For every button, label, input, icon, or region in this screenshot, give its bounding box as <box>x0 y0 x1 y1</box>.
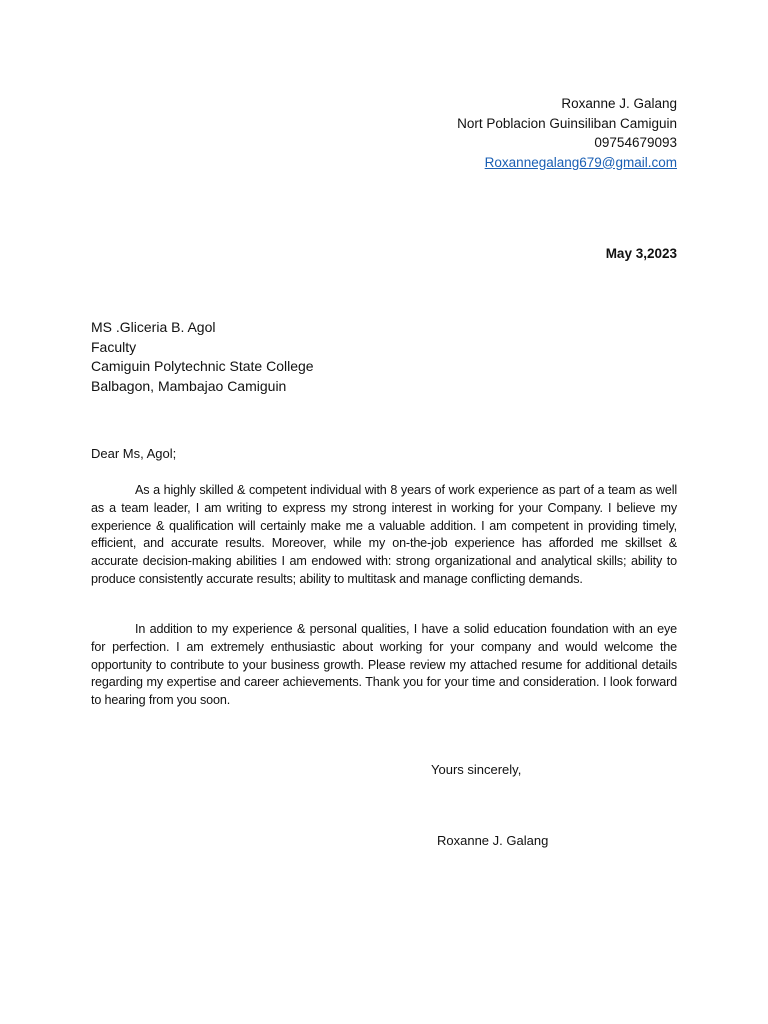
body-paragraph-2 <box>91 621 677 710</box>
sender-phone: 09754679093 <box>594 135 677 150</box>
body-paragraph-1 <box>91 482 677 589</box>
body-paragraph-1-text: As a highly skilled & competent individual with 8 years of work experience as part of a team as well as a team leader, I am writing to express my strong interest in working for your Company. I believe my experience & qualification will certainly make me a valuable addition. I am competent in providing timely, efficient, and accurate results. Moreover, while my on-the-job experience has afforded me skillset & accurate decision-making abilities I am endowed with: strong organizational and analytical skills; ability to produce consistently accurate results; ability to multitask and manage conflicting demands. <box>91 483 677 586</box>
sender-address: Nort Poblacion Guinsiliban Camiguin <box>457 115 677 131</box>
closing: Yours sincerely, <box>431 762 522 777</box>
sender-block <box>457 94 677 172</box>
recipient-title: Faculty <box>91 338 137 355</box>
sender-name: Roxanne J. Galang <box>561 96 677 111</box>
recipient-name: MS .Gliceria B. Agol <box>91 319 216 335</box>
recipient-institution: Camiguin Polytechnic State College <box>91 358 314 374</box>
salutation: Dear Ms, Agol; <box>91 446 177 461</box>
recipient-block <box>91 318 314 396</box>
letter-date: May 3,2023 <box>605 246 677 261</box>
sender-email-link[interactable]: Roxannegalang679@gmail.com <box>484 154 677 170</box>
signature-name: Roxanne J. Galang <box>437 833 549 848</box>
recipient-address: Balbagon, Mambajao Camiguin <box>91 377 287 394</box>
body-paragraph-2-text: In addition to my experience & personal qualities, I have a solid education foundation with an eye for perfection. I am extremely enthusiastic about working for your company and would welcome the opportunity to contribute to your business growth. Please review my attached resume for additional details regarding my expertise and career achievements. Thank you for your time and consideration. I look forward to hearing from you soon. <box>91 622 677 708</box>
